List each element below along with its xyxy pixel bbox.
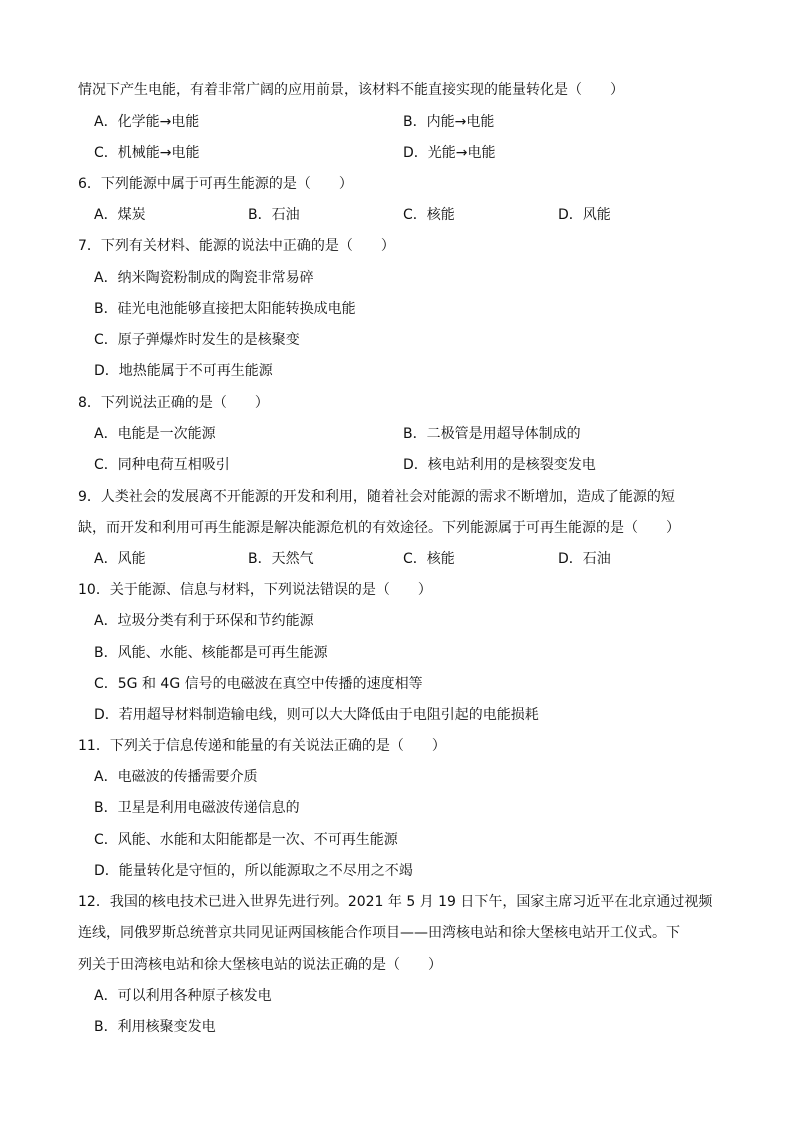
q8-option-a: A．电能是一次能源 bbox=[94, 426, 216, 442]
q9-option-a: A．风能 bbox=[94, 551, 146, 567]
question-11-stem: 11．下列关于信息传递和能量的有关说法正确的是（ ） bbox=[78, 738, 446, 754]
q12-option-a: A．可以利用各种原子核发电 bbox=[94, 988, 272, 1004]
question-7-stem: 7．下列有关材料、能源的说法中正确的是（ ） bbox=[78, 238, 395, 254]
q11-option-b: B．卫星是利用电磁波传递信息的 bbox=[94, 800, 300, 816]
question-9-stem-line-1: 9．人类社会的发展离不开能源的开发和利用，随着社会对能源的需求不断增加，造成了能源的短 bbox=[78, 489, 675, 505]
q6-option-b: B．石油 bbox=[248, 207, 300, 223]
question-12-stem-line-1: 12．我国的核电技术已进入世界先进行列。2021 年 5 月 19 日下午，国家主席习近平在北京通过视频 bbox=[78, 894, 713, 910]
q10-option-a: A．垃圾分类有利于环保和节约能源 bbox=[94, 613, 314, 629]
q7-option-b: B．硅光电池能够直接把太阳能转换成电能 bbox=[94, 301, 356, 317]
q11-option-c: C．风能、水能和太阳能都是一次、不可再生能源 bbox=[94, 832, 398, 848]
q11-option-a: A．电磁波的传播需要介质 bbox=[94, 769, 258, 785]
q5-option-b: B．内能→电能 bbox=[403, 114, 495, 130]
question-12-stem-line-3: 列关于田湾核电站和徐大堡核电站的说法正确的是（ ） bbox=[78, 957, 442, 973]
q6-option-c: C．核能 bbox=[403, 207, 455, 223]
question-6-stem: 6．下列能源中属于可再生能源的是（ ） bbox=[78, 176, 353, 192]
q9-option-c: C．核能 bbox=[403, 551, 455, 567]
q5-option-d: D．光能→电能 bbox=[403, 145, 496, 161]
q10-option-c: C．5G 和 4G 信号的电磁波在真空中传播的速度相等 bbox=[94, 676, 423, 692]
q7-option-c: C．原子弹爆炸时发生的是核聚变 bbox=[94, 332, 300, 348]
q12-option-b: B．利用核聚变发电 bbox=[94, 1019, 216, 1035]
q9-option-d: D．石油 bbox=[558, 551, 611, 567]
q9-option-b: B．天然气 bbox=[248, 551, 314, 567]
q8-option-b: B．二极管是用超导体制成的 bbox=[403, 426, 581, 442]
question-5-stem-tail: 情况下产生电能，有着非常广阔的应用前景，该材料不能直接实现的能量转化是（ ） bbox=[78, 82, 624, 98]
q10-option-b: B．风能、水能、核能都是可再生能源 bbox=[94, 645, 328, 661]
question-8-stem: 8．下列说法正确的是（ ） bbox=[78, 395, 269, 411]
q11-option-d: D．能量转化是守恒的，所以能源取之不尽用之不竭 bbox=[94, 863, 413, 879]
question-9-stem-line-2: 缺，而开发和利用可再生能源是解决能源危机的有效途径。下列能源属于可再生能源的是（ ） bbox=[78, 520, 680, 536]
question-12-stem-line-2: 连线，同俄罗斯总统普京共同见证两国核能合作项目——田湾核电站和徐大堡核电站开工仪式。下 bbox=[78, 925, 680, 941]
q10-option-d: D．若用超导材料制造输电线，则可以大大降低由于电阻引起的电能损耗 bbox=[94, 707, 539, 723]
q6-option-d: D．风能 bbox=[558, 207, 611, 223]
q8-option-d: D．核电站利用的是核裂变发电 bbox=[403, 457, 596, 473]
q5-option-c: C．机械能→电能 bbox=[94, 145, 200, 161]
q6-option-a: A．煤炭 bbox=[94, 207, 146, 223]
q8-option-c: C．同种电荷互相吸引 bbox=[94, 457, 230, 473]
q7-option-d: D．地热能属于不可再生能源 bbox=[94, 363, 273, 379]
q5-option-a: A．化学能→电能 bbox=[94, 114, 200, 130]
question-10-stem: 10．关于能源、信息与材料，下列说法错误的是（ ） bbox=[78, 582, 432, 598]
q7-option-a: A．纳米陶瓷粉制成的陶瓷非常易碎 bbox=[94, 270, 314, 286]
